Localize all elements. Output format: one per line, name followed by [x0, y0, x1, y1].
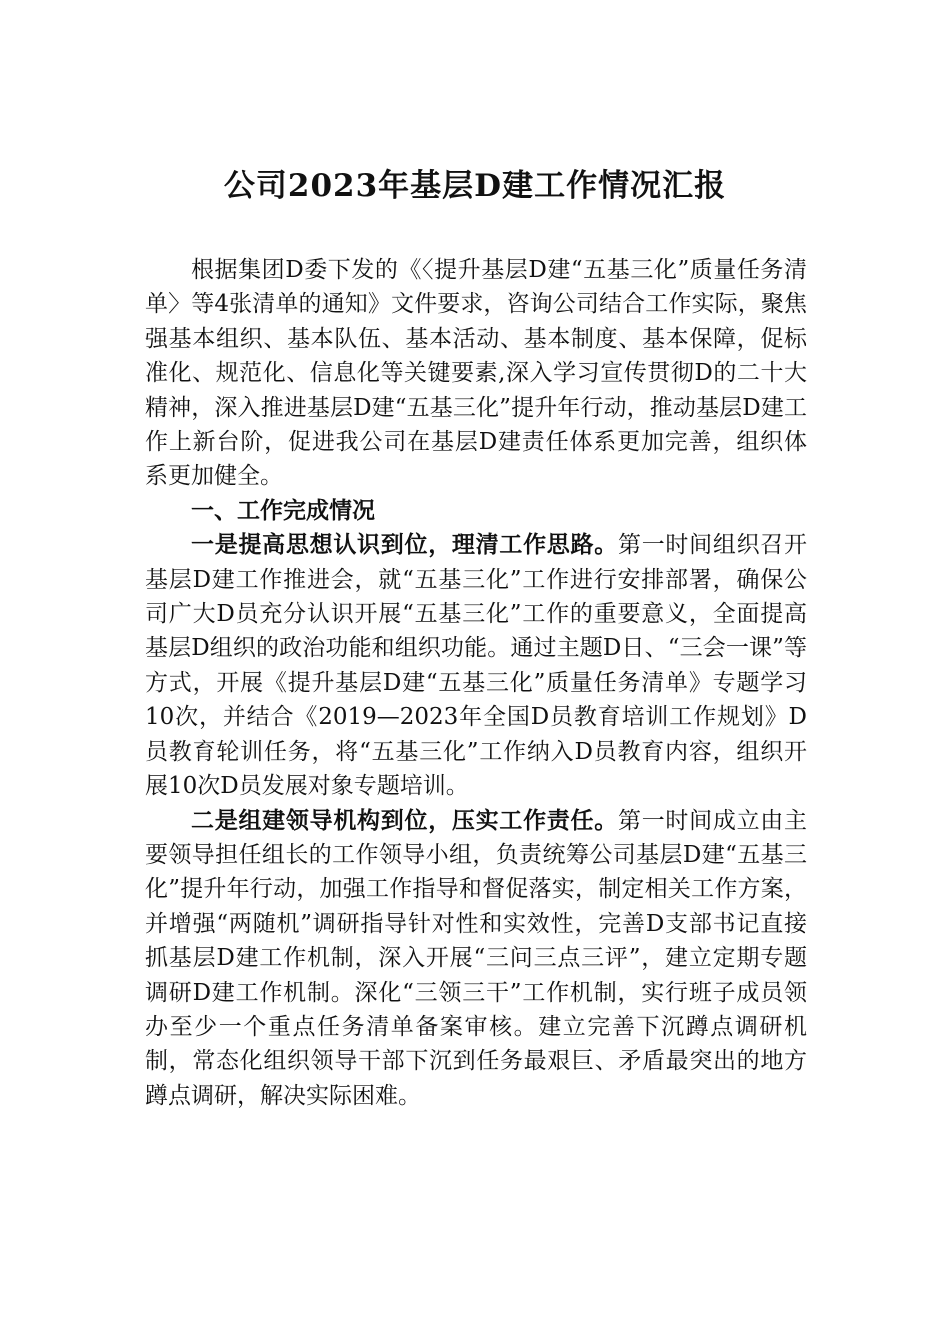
item-lead-1: 一是提高思想认识到位，理清工作思路。 [191, 531, 618, 559]
item-text-1: 第一时间组织召开基层D建工作推进会，就“五基三化”工作进行安排部署，确保公司广大D员充分认识开展“五基三化”工作的重要意义，全面提高基层D组织的政治功能和组织功能。通过主题D日、“三会一课”等方式，开展《提升基层D建“五基三化”质量任务清单》专题学习10次，并结合《2019—2023年全国D员教育培训工作规划》D员教育轮训任务，将“五基三化”工作纳入D员教育内容，组织开展10次D员发展对象专题培训。 [145, 532, 808, 800]
item-paragraph-1 [145, 528, 807, 803]
section-heading-work-completion: 一、工作完成情况 [191, 496, 375, 524]
document-title: 公司2023年基层D建工作情况汇报 [223, 168, 727, 204]
item-paragraph-2 [145, 804, 807, 1114]
intro-paragraph: 根据集团D委下发的《〈提升基层D建“五基三化”质量任务清单〉等4张清单的通知》文件要求，咨询公司结合工作实际，聚焦强基本组织、基本队伍、基本活动、基本制度、基本保障，促标准化、规范化、信息化等关键要素,深入学习宣传贯彻D的二十大精神，深入推进基层D建“五基三化”提升年行动，推动基层D建工作上新台阶，促进我公司在基层D建责任体系更加完善，组织体系更加健全。 [145, 257, 807, 490]
document-body [145, 253, 807, 1113]
item-text-2: 第一时间成立由主要领导担任组长的工作领导小组，负责统筹公司基层D建“五基三化”提升年行动，加强工作指导和督促落实，制定相关工作方案，并增强“两随机”调研指导针对性和实效性，完善D支部书记直接抓基层D建工作机制，深入开展“三问三点三评”，建立定期专题调研D建工作机制。深化“三领三干”工作机制，实行班子成员领办至少一个重点任务清单备案审核。建立完善下沉蹲点调研机制，常态化组织领导干部下沉到任务最艰巨、矛盾最突出的地方蹲点调研，解决实际困难。 [145, 807, 808, 1109]
item-lead-2: 二是组建领导机构到位，压实工作责任。 [191, 806, 618, 834]
